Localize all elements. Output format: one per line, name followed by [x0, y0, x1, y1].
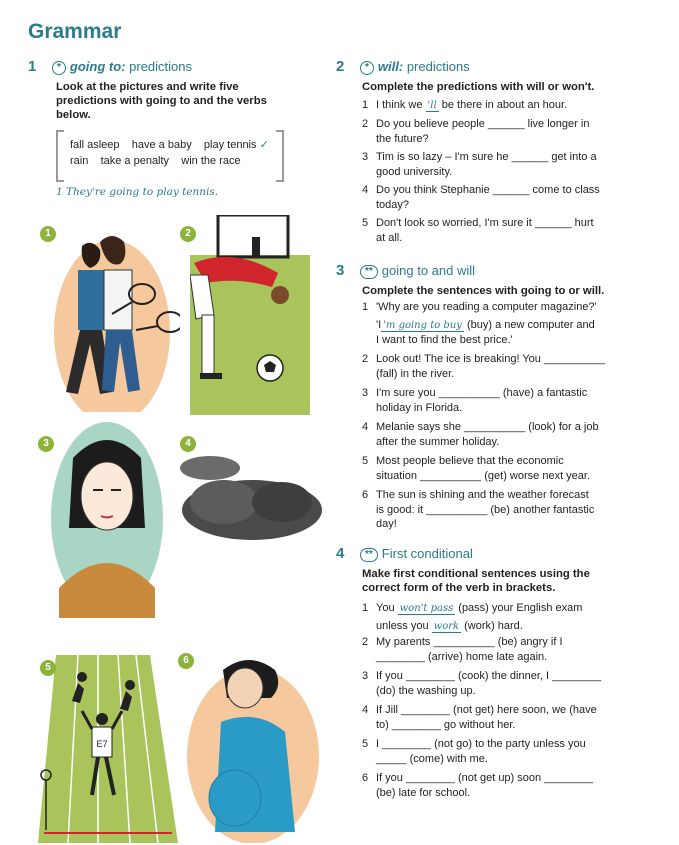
item-line: is good: it __________ (be) another fantastic	[376, 503, 595, 516]
picture-3-sleepy-woman	[45, 418, 170, 618]
picture-number-1: 1	[40, 226, 56, 242]
heading-topic: will:	[377, 59, 404, 74]
item-line: situation __________ (get) worse next year.	[376, 469, 591, 482]
section-2-number: 2	[336, 58, 345, 75]
item-line: (be) late for school.	[376, 786, 471, 799]
picture-number-3: 3	[38, 436, 54, 452]
s4-item-5	[362, 737, 662, 767]
section-2-instructions: Complete the predictions with will or won't.	[362, 81, 595, 93]
s3-item-6	[362, 488, 662, 534]
item-line: I want to find the best price.'	[376, 334, 513, 346]
section-3-number: 3	[336, 262, 345, 279]
item-number: 1	[362, 99, 369, 111]
item-line: Most people believe that the economic	[376, 455, 564, 467]
item-line: after the summer holiday.	[376, 435, 500, 448]
heading-rest: predictions	[406, 59, 470, 74]
item-number: 4	[362, 421, 369, 433]
section-2-heading	[360, 59, 470, 75]
section-4-instructions	[362, 567, 590, 595]
section-1-heading	[52, 59, 192, 75]
item-text: I think we	[376, 99, 423, 111]
item-number: 5	[362, 217, 369, 229]
item-line: Don't look so worried, I'm sure it ______ hurt	[376, 217, 594, 229]
s4-item-2	[362, 635, 662, 665]
item-line: Melanie says she __________ (look) for a job	[376, 421, 599, 433]
verbs: fall asleep have a baby play tennis	[70, 139, 257, 151]
item-number: 2	[362, 636, 369, 648]
item-text: be there in about an hour.	[441, 99, 568, 111]
item-text: You	[376, 602, 395, 614]
bracket-right	[276, 130, 284, 182]
s4-item-1	[362, 601, 662, 631]
s4-item-3	[362, 669, 662, 699]
item-line: 'Why are you reading a computer magazine?'	[376, 301, 597, 313]
s3-item-4	[362, 420, 662, 450]
difficulty-badge: **	[360, 265, 378, 279]
picture-1-tennis-couple	[40, 222, 180, 412]
item-line: to) ________ go without her.	[376, 718, 516, 731]
difficulty-badge: **	[360, 548, 378, 562]
item-text: (work) hard.	[464, 619, 523, 632]
instr-line: below.	[56, 109, 91, 121]
instr-line: correct form of the verb in brackets.	[362, 582, 556, 594]
s3-item-5	[362, 454, 662, 484]
item-line: today?	[376, 198, 410, 211]
picture-number-5: 5	[40, 660, 56, 676]
item-line: I'm sure you __________ (have) a fantastic	[376, 387, 588, 399]
item-text: 'I	[376, 318, 382, 331]
picture-6-pregnant-woman	[175, 648, 325, 843]
item-line: (do) the washing up.	[376, 684, 476, 697]
item-number: 1	[362, 301, 369, 313]
bracket-left	[56, 130, 64, 182]
item-line: Tim is so lazy – I'm sure he ______ get into a	[376, 151, 597, 163]
item-line: If you ________ (not get up) soon ________	[376, 772, 594, 784]
picture-number-2: 2	[180, 226, 196, 242]
item-line: Look out! The ice is breaking! You __________	[376, 353, 606, 365]
section-3-instructions: Complete the sentences with going to or will.	[362, 285, 605, 297]
item-number: 2	[362, 353, 369, 365]
item-number: 1	[362, 602, 369, 614]
item-number: 2	[362, 118, 369, 130]
s4-item-4	[362, 703, 662, 733]
s3-item-2	[362, 352, 662, 382]
item-line: ________ (arrive) home late again.	[376, 650, 548, 663]
item-text: (buy) a new computer and	[466, 318, 595, 331]
item-line: _____ (come) with me.	[376, 752, 488, 765]
instr-line: predictions with going to and the verbs	[56, 95, 267, 107]
section-4-number: 4	[336, 545, 345, 562]
heading-rest: predictions	[129, 59, 192, 74]
item-number: 3	[362, 387, 369, 399]
answer: won't pass	[399, 603, 454, 614]
item-line: Do you think Stephanie ______ come to class	[376, 184, 600, 196]
item-number: 3	[362, 670, 369, 682]
picture-number-4: 4	[180, 436, 196, 452]
s3-item-3	[362, 386, 662, 416]
instr-line: Look at the pictures and write five	[56, 81, 239, 93]
item-number: 6	[362, 772, 369, 784]
section-3-heading	[360, 263, 475, 279]
item-number: 4	[362, 704, 369, 716]
item-line: at all.	[376, 231, 403, 244]
s2-item-4	[362, 183, 662, 213]
answer: work	[433, 620, 460, 632]
item-line: The sun is shining and the weather forecast	[376, 489, 589, 501]
section-1-number: 1	[28, 58, 37, 75]
picture-2-penalty	[190, 215, 315, 415]
section-4-heading	[360, 546, 473, 562]
item-number: 5	[362, 738, 369, 750]
picture-4-rain-clouds	[172, 450, 322, 570]
item-number: 4	[362, 184, 369, 196]
s4-item-6	[362, 771, 662, 801]
example-answer: 1 They're going to play tennis.	[56, 186, 219, 198]
picture-5-race	[38, 655, 178, 845]
item-line: My parents __________ (be) angry if I	[376, 636, 563, 648]
s2-item-3	[362, 150, 662, 180]
verb-box	[56, 130, 284, 178]
item-line: Do you believe people ______ live longer in	[376, 118, 590, 130]
heading-topic: First conditional	[381, 546, 473, 561]
s2-item-2	[362, 117, 662, 147]
item-line: If you ________ (cook) the dinner, I ________	[376, 670, 602, 682]
heading-topic: going to:	[69, 59, 126, 74]
difficulty-badge: *	[52, 61, 66, 75]
item-text: (pass) your English exam	[458, 602, 583, 614]
item-line: holiday in Florida.	[376, 401, 463, 414]
check-icon: ✓	[259, 139, 269, 151]
item-line: good university.	[376, 165, 453, 178]
item-line: the future?	[376, 132, 429, 145]
s3-item-1	[362, 300, 662, 346]
picture-number-6: 6	[178, 653, 194, 669]
instr-line: Make first conditional sentences using the	[362, 568, 590, 580]
item-line: If Jill ________ (not get) here soon, we (have	[376, 704, 597, 716]
verb-row-2: rain take a penalty win the race	[70, 155, 241, 167]
runner-bib: E7	[96, 739, 108, 749]
section-1-instructions	[56, 80, 267, 122]
page-title: Grammar	[28, 20, 122, 43]
heading-topic: going to and will	[381, 263, 476, 278]
item-number: 5	[362, 455, 369, 467]
answer: 'm going to buy	[383, 319, 462, 331]
difficulty-badge: *	[360, 61, 374, 75]
item-line: (fall) in the river.	[376, 367, 455, 380]
verb-row-1	[70, 138, 269, 151]
item-line: I ________ (not go) to the party unless you	[376, 738, 586, 750]
s2-item-5	[362, 216, 662, 246]
item-number: 6	[362, 489, 369, 501]
item-line: day!	[376, 518, 397, 530]
item-number: 3	[362, 151, 369, 163]
answer: 'll	[427, 100, 437, 111]
item-text: unless you	[376, 619, 429, 632]
